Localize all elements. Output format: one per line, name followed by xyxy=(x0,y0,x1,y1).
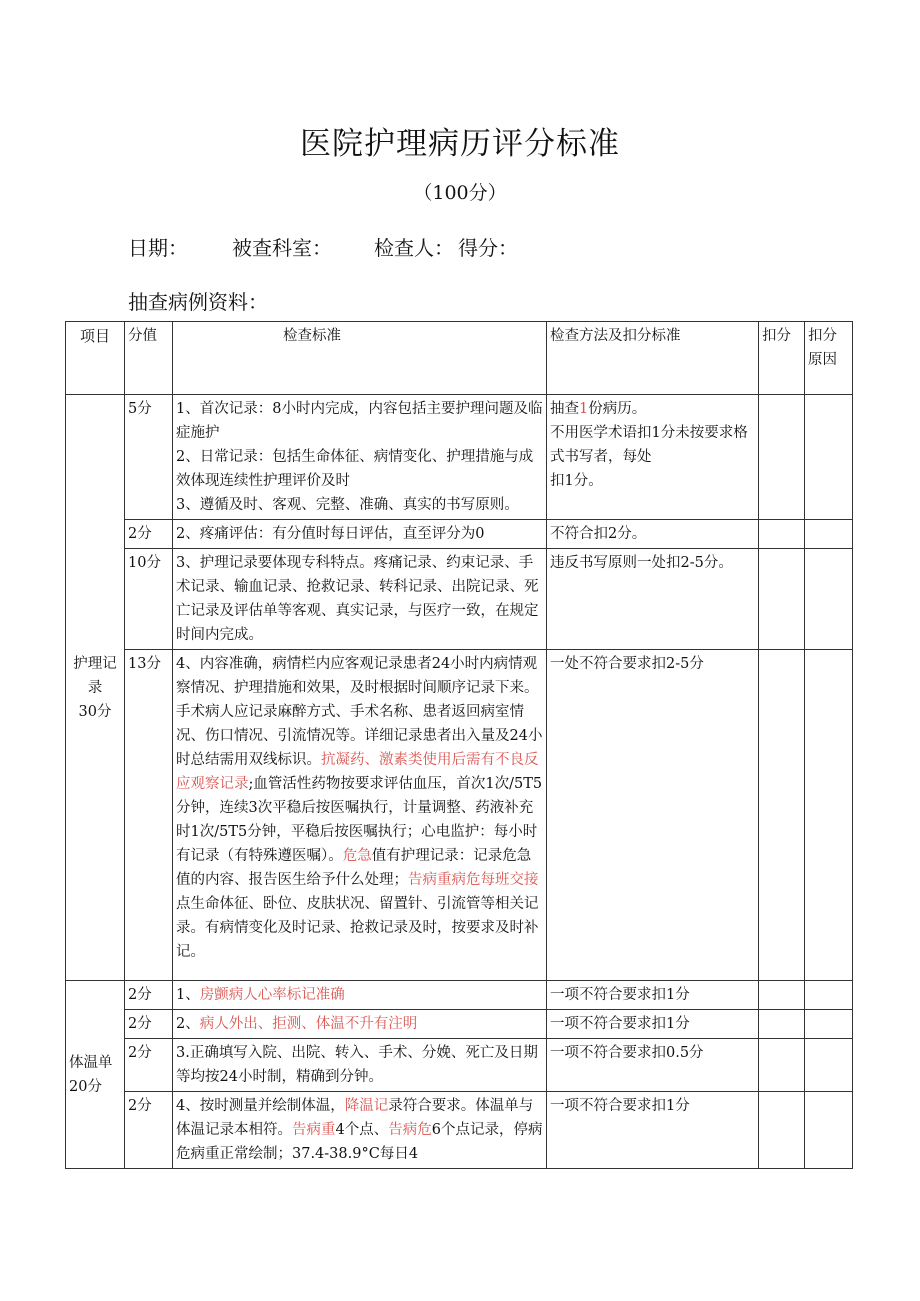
reason-cell[interactable] xyxy=(805,650,853,981)
deduct-cell[interactable] xyxy=(759,395,805,520)
table-row xyxy=(66,395,853,520)
row-score: 2分 xyxy=(125,981,173,1010)
meta-dept: 被查科室： xyxy=(232,236,332,260)
header-criteria: 检查标准 xyxy=(173,322,547,395)
criteria-highlight: 危急 xyxy=(342,848,372,864)
row-criteria xyxy=(173,1092,547,1169)
reason-cell[interactable] xyxy=(805,1010,853,1039)
page-title: 医院护理病历评分标准 xyxy=(300,126,620,162)
row-method: 一项不符合要求扣1分 xyxy=(547,1010,759,1039)
row-criteria: 2、疼痛评估：有分值时每日评估，直至评分为0 xyxy=(173,520,547,549)
deduct-cell[interactable] xyxy=(759,1092,805,1169)
row-method: 一处不符合要求扣2-5分 xyxy=(547,650,759,981)
criteria-highlight: 病人外出、拒测、体温不升有注明 xyxy=(199,1016,418,1032)
reason-cell[interactable] xyxy=(805,549,853,650)
section-total: 20分 xyxy=(69,1078,102,1095)
row-criteria xyxy=(173,1010,547,1039)
row-score: 5分 xyxy=(125,395,173,520)
criteria-text: 点生命体征、卧位、皮肤状况、留置针、引流管等相关记录。有病情变化及时记录、抢救记录及时，按要求及时补记。 xyxy=(176,896,539,960)
row-method xyxy=(547,395,759,520)
header-reason: 扣分原因 xyxy=(805,322,853,395)
row-score: 2分 xyxy=(125,1010,173,1039)
row-score: 10分 xyxy=(125,549,173,650)
reason-cell[interactable] xyxy=(805,1092,853,1169)
row-score: 2分 xyxy=(125,520,173,549)
table-row xyxy=(66,981,853,1010)
row-criteria xyxy=(173,395,547,520)
row-method: 一项不符合要求扣1分 xyxy=(547,981,759,1010)
scoring-table xyxy=(65,321,853,1169)
row-score: 13分 xyxy=(125,650,173,981)
section-total: 30分 xyxy=(78,703,112,720)
criteria-line: 2、日常记录：包括生命体征、病情变化、护理措施与成效体现连续性护理评价及时 xyxy=(176,449,534,489)
deduct-cell[interactable] xyxy=(759,650,805,981)
criteria-text: ;血管活性药物按要求评估血压，首次1次/5T5分钟，连续3次平稳后按医嘱执行，计量调整、药液补充时1次/5T5分钟，平稳后按医嘱执行；心电监护：每小时有记录（有特殊遵医嘱）。 xyxy=(176,776,543,864)
criteria-text: 4个点、 xyxy=(335,1122,389,1138)
criteria-text: 4、按时测量并绘制体温， xyxy=(176,1098,345,1114)
row-criteria: 3.正确填写入院、出院、转入、手术、分娩、死亡及日期等均按24小时制，精确到分钟。 xyxy=(173,1039,547,1092)
header-method: 检查方法及扣分标准 xyxy=(547,322,759,395)
criteria-text: 4、内容准确，病情栏内应客观记录患者24小时内病情观察情况、护理措施和效果，及时根据时间顺序记录下来。手术病人应记录麻醉方式、手术名称、患者返回病室情况、伤口情况、引流情况等。详细记录患者出入量及24小时总结需用双线标识。 xyxy=(176,656,543,768)
header-item: 项目 xyxy=(66,322,125,395)
table-row xyxy=(66,1092,853,1169)
deduct-cell[interactable] xyxy=(759,549,805,650)
criteria-highlight: 房颤病人心率标记准确 xyxy=(199,987,345,1003)
section-name: 体温单 xyxy=(69,1054,113,1071)
deduct-cell[interactable] xyxy=(759,520,805,549)
table-row xyxy=(66,1039,853,1092)
sample-label: 抽查病例资料： xyxy=(128,290,268,314)
reason-cell[interactable] xyxy=(805,520,853,549)
criteria-highlight: 告病重 xyxy=(292,1122,336,1138)
reason-cell[interactable] xyxy=(805,1039,853,1092)
reason-cell[interactable] xyxy=(805,981,853,1010)
reason-cell[interactable] xyxy=(805,395,853,520)
method-text: 抽查 xyxy=(550,401,579,417)
criteria-highlight: 抗凝药、激素类使用后需有不良反应观察记录 xyxy=(176,752,539,792)
meta-inspector: 检查人： xyxy=(374,236,454,260)
criteria-line: 1、首次记录：8小时内完成，内容包括主要护理问题及临症施护 xyxy=(176,401,543,441)
section-item xyxy=(66,395,125,981)
row-method: 一项不符合要求扣0.5分 xyxy=(547,1039,759,1092)
table-row xyxy=(66,520,853,549)
row-method: 不符合扣2分。 xyxy=(547,520,759,549)
row-score: 2分 xyxy=(125,1092,173,1169)
table-row xyxy=(66,549,853,650)
criteria-text: 1、 xyxy=(176,987,200,1003)
header-deduct: 扣分 xyxy=(759,322,805,395)
deduct-cell[interactable] xyxy=(759,1010,805,1039)
meta-score: 得分： xyxy=(458,236,518,260)
row-criteria xyxy=(173,650,547,981)
method-text: 不用医学术语扣1分未按要求格式书写者，每处 xyxy=(550,425,748,465)
method-text: 扣1分。 xyxy=(550,473,603,489)
criteria-highlight: 降温记 xyxy=(344,1098,389,1114)
criteria-text: 6个点记录，停病危病重正常绘制；37.4-38.9°C每日4 xyxy=(176,1122,543,1162)
meta-line xyxy=(128,232,518,261)
criteria-highlight: 告病危 xyxy=(388,1122,432,1138)
row-score: 2分 xyxy=(125,1039,173,1092)
deduct-cell[interactable] xyxy=(759,981,805,1010)
row-method: 违反书写原则一处扣2-5分。 xyxy=(547,549,759,650)
table-row xyxy=(66,1010,853,1039)
criteria-text: 值有护理记录：记录危急值的内容、报告医生给予什么处理； xyxy=(176,848,532,888)
row-method: 一项不符合要求扣1分 xyxy=(547,1092,759,1169)
header-score: 分值 xyxy=(125,322,173,395)
row-criteria xyxy=(173,981,547,1010)
method-text: 份病历。 xyxy=(588,401,647,417)
deduct-cell[interactable] xyxy=(759,1039,805,1092)
criteria-highlight: 告病重病危每班交接 xyxy=(408,872,539,888)
section-name: 护理记录 xyxy=(73,655,117,696)
criteria-line: 3、遵循及时、客观、完整、准确、真实的书写原则。 xyxy=(176,497,519,513)
row-criteria: 3、护理记录要体现专科特点。疼痛记录、约束记录、手术记录、输血记录、抢救记录、转科记录、出院记录、死亡记录及评估单等客观、真实记录，与医疗一致，在规定时间内完成。 xyxy=(173,549,547,650)
page-subtitle: （100分） xyxy=(413,182,507,204)
section-item xyxy=(66,981,125,1169)
table-header-row xyxy=(66,322,853,395)
table-row xyxy=(66,650,853,981)
criteria-text: 录符合要求。体温单与体温记录本相符。 xyxy=(176,1098,534,1138)
meta-date: 日期： xyxy=(128,236,188,260)
criteria-text: 2、 xyxy=(176,1016,200,1032)
method-highlight: 1 xyxy=(579,401,589,417)
